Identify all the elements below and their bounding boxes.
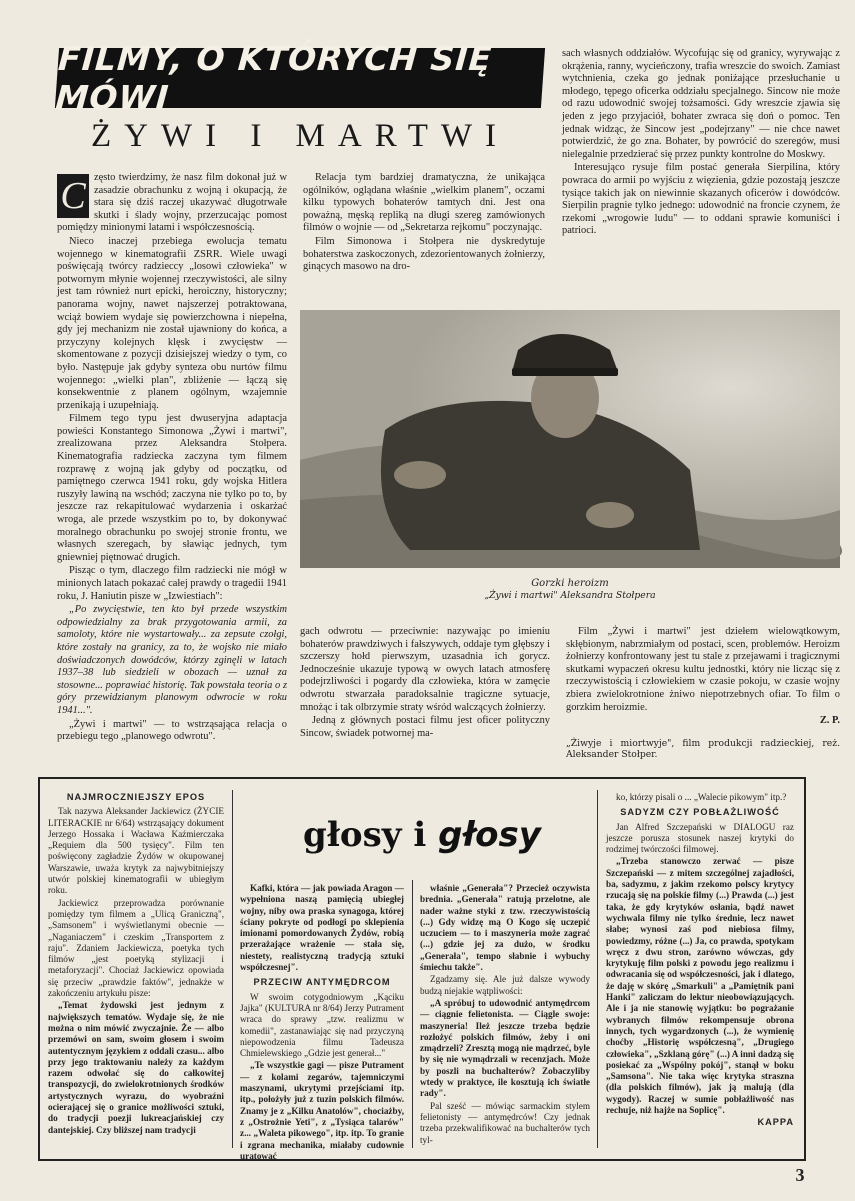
article-column-3-top [562,48,840,304]
author-signature: KAPPA [757,1117,794,1128]
paragraph: „Żywi i martwi" — to wstrząsająca relacja o przebiegu tego „planowego odwrotu". [57,718,287,743]
paragraph: Jackiewicz przeprowadza porównanie pomiędzy tym filmem a „Ulicą Graniczną", „Samsonem" i wyświetlanymi obecnie — „Naganiaczem" i czeskim „Transportem z raju". Zdaniem Jackiewicza, poetyka tych filmów „jest poetyką stylizacji i metaforyzacji". Chociaż Jackiewicz opowiada się przeciw „prawdzie faktów", jednakże w zakończeniu artykułu pisze: [48,897,224,999]
column-divider [232,790,233,1148]
box-title-part2: głosy [438,815,541,855]
paragraph: Nieco inaczej przebiega ewolucja tematu wojennego w kinematografii ZSRR. Wiele uwagi poświęcają twórcy radzieccy „losowi człowieka" w potwornym młynie wojennej rzeczywistości, ale silny jest tam również nurt epicki, heroiczny, historyczny; panorama wojny, nawet najszerzej potraktowana, wciąż bowiem wydaje się powierzchowna i niepełna, gdy jej mechanizm nie został ujawniony do końca, a przyczyny kolejnych klęsk i zwycięstw — skomentowane z pozycji dzisiejszej wiedzy o tym, co było. Następuje jak gdyby synteza obu nurtów filmu wojennego: „wielki plan", zbliżenie — łączą się konsekwentnie z planem ogólnym, wzajemnie przenikają i uzupełniają. [57,235,287,411]
paragraph: Pisząc o tym, dlaczego film radziecki nie mógł w minionych latach pokazać całej prawdy o tragedii 1941 roku, J. Haniutin pisze w „Izwiestiach": [57,565,287,602]
caption-title: Gorzki heroizm [531,578,609,589]
quote-paragraph: „Trzeba stanowczo zerwać — pisze Szczepański — z mitem szczególnej zajadłości, ba, sadyzmu, z jakim rzekomo polscy krytycy rzucają się na polskie filmy (...) Prawda (...) jest taka, że gdy krytyków osłania, bądź nawet wychwala filmy nie tylko średnie, lecz nawet słabe; wynosi zaś pod niebiosa filmy, powiedzmy, różne (...) Ja, co prawda, spotykam wręcz z dwu stron, zarówno wówczas, gdy krytykuję film polski z powodu jego realizmu i odwracania się od współczesności, jak i dlatego, że daję w skórę „Smarkuli" a „Pamiętnik pani Hanki" zaliczam do lektur nieobowiązujących. Ale i ja nie stanowię wyjątku: bo pograżanie wybranych filmów rekompensuje obrona innych, tych wygardzonych (...), że wymienię choćby „Historię współczesną", „Drugiego człowieka", „Szklaną górę" (...) A inni dadzą się posiekać za „Wspólny pokój", stanął w boku „Samsona". Nie taka więc krytyka straszna (dla polskich filmów), jak ją malują (dla wygody). Raczej w sumie pobłażliwość nas rechuje, niż hajże na Soplicę". [606,856,794,1116]
box-title [274,815,570,855]
paragraph: Relacja tym bardziej dramatyczna, że unikająca ogólników, oglądana właśnie „wielkim planem", oczami kilku typowych bohaterów tamtych dni. Jest ona poważną, męską repliką na długi szereg zamówionych filmów o wojnie — od „Sekretarza rejkomu" poczynając. [303,172,545,234]
quote-paragraph: Kafki, która — jak powiada Aragon — wypełniona naszą pamięcią ubiegłej wojny, niby owa praska synagoga, której ściany pokryte od podłogi po sklepienia imionami pomordowanych Żydów, robią przerażające wrażenie — stała się, niestety, realistyczną tradycją sztuki współczesnej". [240,883,404,973]
quote-paragraph: „A spróbuj to udowodnić antymędrcom — ciągnie felietonista. — Ciągle swoje: maszyneria! Ileż jeszcze trzeba będzie rozłożyć polskich filmów, żeby i oni zmądrzeli? Zresztą mogą nie mądrzeć, byle by się nie wymądrzali w recenzjach. Może by poszli na buchalterów? Zobaczyliby wtedy w praktyce, ile kosztują ich światłe rady". [420,997,590,1099]
box-column-right [606,792,794,1148]
box-title-part1: głosy [303,815,402,855]
photo-caption [440,578,700,602]
article-column-3-bottom [566,626,840,726]
caption-subtitle: „Żywi i martwi" Aleksandra Stołpera [484,590,656,601]
film-still-photo [300,310,840,568]
box-title-amp: i [413,815,427,855]
section-heading: SADYZM CZY POBŁAŻLIWOŚĆ [620,807,780,818]
paragraph: sach własnych oddziałów. Wycofując się od granicy, wyrywając z okrążenia, ranny, wycieńczony, trafia wreszcie do swoich. Zamiast wytchnienia, czeka go jednak poniżające przesłuchanie u młodego, tępego oficerka oddziału specjalnego. Sincow nie może od razu udowodnić swojej tożsamości. Gdy wreszcie zjawia się jeden z jego przyjaciół, bohater zwraca się doń o pomoc. Ten jednak widząc, że Sincow jest „podejrzany" — nie chce nawet potwierdzić, że go zna. Bohater, by powrócić do szeregów, musi nielegalnie przedzierać się przez punkty kontrolne do Moskwy. [562,48,840,160]
author-signature: Z. P. [819,715,840,727]
box-column-middle-2 [420,883,590,1148]
paragraph: Jedną z głównych postaci filmu jest oficer polityczny Sincow, świadek potwornej ma- [300,715,550,739]
paragraph: Pal sześć — mówiąc sarmackim stylem felietonisty — antymędrców! Czy jednak trzeba przekwalifikować na buchalterów tych tyl- [420,1100,590,1145]
section-banner: FILMY, O KTÓRYCH SIĘ MÓWI [55,48,545,108]
paragraph: Filmem tego typu jest dwuseryjna adaptacja powieści Konstantego Simonowa „Żywi i martwi", zrealizowana przez Aleksandra Stołpera. Kinematografia radziecka zaczyna tym filmem rozprawę z wojną jak gdyby od początku, od pamiętnego czerwca 1941 roku, gdy wojska Hitlera ruszyły lawiną na wschód; zaczyna nie tylko po to, by jeszcze raz rekapitulować wydarzenia i oskarżać wroga, ale przede wszystkim po to, by dokonywać moralnego obrachunku po swojej stronie frontu, we własnych szeregach, by sławiąc jednych, tym gniewniej piętnować drugich. [57,413,287,563]
article-headline: ŻYWI I MARTWI [90,118,510,154]
quote-paragraph: „Te wszystkie gagi — pisze Putrament — z kolami zegarów, tajemniczymi maszynami, ukrytymi przejściami itp. itp., położyły już z tuzin polskich filmów. Znamy je z „Kilku Anatolów", chociażby, z „Ostrożnie Yeti", z „Tysiąca talarów" z... „Waleta pikowego", itp. itp. To granie i zgrana mechanika, miałaby cudownie uratować [240,1060,404,1161]
paragraph: Film „Żywi i martwi" jest dziełem wielowątkowym, skłębionym, nabrzmiałym od postaci, scen, problemów. Heroizm żołnierzy konfrontowany jest tu stale z przejawami i tragicznymi skutkami wypaczeń okresu kultu jednostki, który nie licząc się z rzeczywistością i człowiekiem w czasie pokoju, w czasie wojny zbiera zwielokrotnione żniwo niepotrzebnych ofiar. To film o gorzkim heroizmie. [566,626,840,713]
box-column-middle [240,883,404,1161]
paragraph: Tak nazywa Aleksander Jackiewicz (ŻYCIE LITERACKIE nr 6/64) wstrząsający dokument Jerzego Hossaka i Wacława Kaźmierczaka „Requiem dla 500 tysięcy". Film ten poświęcony zagładzie Żydów w okupowanej Warszawie, uważa krytyk za najwybitniejszy utwór polskiej kinematografii w ubiegłym roku. [48,806,224,896]
soldier-photo-illustration [300,310,840,568]
section-heading: NAJMROCZNIEJSZY EPOS [66,792,206,802]
paragraph: zęsto twierdzimy, że nasz film dokonał już w zasadzie obrachunku z wojną i okupacją, że stara się dziś raczej ukazywać długotrwałe skutki i ślady wojny, przerzucając pomost pomiędzy minionymi latami i współczesnością. [57,172,287,234]
section-heading: PRZECIW ANTYMĘDRCOM [253,977,391,988]
film-credit: „Żiwyje i miortwyje", film produkcji radzieckiej, reż. Aleksander Stołper. [566,738,840,760]
paragraph: Zgadzamy się. Ale już dalsze wywody budzą niejakie wątpliwości: [420,974,590,996]
quote-paragraph: „Temat żydowski jest jednym z największych tematów. Wydaje się, że nie można o nim mówić zwyczajnie. Że — albo przemówi on sam, swoim głosem i swoim autentycznym językiem z oddali czasu... albo przy jego traktowaniu należy za każdym razem odwołać się do całkowitej transpozycji, do zwielokrotnionych środków artystycznych wyrazu, do wyobraźni ocierającej się o granice możliwości sztuki, do tradycji poezji lukreacjańskiej czy dantejskiej. Czy bliższej nam tradycji [48,1000,224,1135]
paragraph: W swoim cotygodniowym „Kąciku Jajka" (KULTURA nr 8/64) Jerzy Putrament wraca do sprawy „tzw. realizmu w komedii", zastanawiając się nad przyczyną niepowodzenia filmu Tadeusza Chmielewskiego „Gdzie jest generał..." [240,991,404,1059]
quote-paragraph: „Po zwycięstwie, ten kto był przede wszystkim odpowiedzialny za brak przygotowania armii, za samoloty, które nie wystartowały... za zepsute czołgi, które zostały na granicy, za to, że wojsko nie miało doświadczonych dowódców, którzy zginęli w latach 1937–38 lub siedzieli w obozach — uznał za stosowne... poprawiać historię. Tak powstała teoria o z góry przewidzianym planowym odwrocie w roku 1941...". [57,604,287,716]
drop-cap: C [57,174,89,218]
article-column-2-bottom [300,626,550,752]
paragraph: gach odwrotu — przeciwnie: nazywając po imieniu bohaterów prawdziwych i fałszywych, oddaje tym głębszy i szczerszy hołd pierwszym, uzasadnia ich gorycz. Jednocześnie ukazuje typową w owych latach atmosferę podejrzliwości i pogardy dla człowieka, która w zamęcie odwrotu stwarzała paradoksalnie tragiczne sytuacje, mnożąc i tak olbrzymie straty wśród walczących żołnierzy. [300,626,550,713]
column-divider [597,790,598,1148]
paragraph: Film Simonowa i Stołpera nie dyskredytuje bohaterstwa zaskoczonych, zdezorientowanych żołnierzy, ginących masowo na dro- [303,235,545,273]
column-divider [412,880,413,1148]
box-column-left [48,788,224,1148]
quote-paragraph: właśnie „Generała"? Przecież oczywista brednia. „Generała" ratują przelotne, ale nader ważne styki z tzw. rzeczywistością (...) Gdy widzę mą O Kogo się uczepić uczuciem — to i maszyneria może zagrać (...) gdzie jej za dużo, w środku „Generała", tempo słabnie i wybuchy śmiechu także". [420,883,590,973]
page-number: 3 [795,1165,805,1185]
article-column-1 [57,172,287,752]
paragraph: Interesująco rysuje film postać generała Sierpilina, który powraca do armii po wyjściu z więzienia, gdzie pozostają jeszcze tysiące takich jak on niewinnie skazanych oficerów i dowódców. Sierpilin pragnie tylko jednego: udowodnić na froncie czynem, że rzekomi „wrogowie ludu" — to oddani sprawie komuniści i patrioci. [562,162,840,237]
paragraph: ko, którzy pisali o ... „Walecie pikowym" itp.? [616,792,787,802]
article-column-2-top [303,172,545,302]
paragraph: Jan Alfred Szczepański w DIALOGU raz jeszcze porusza stosunek naszej krytyki do rodzimej twórczości filmowej. [606,821,794,855]
